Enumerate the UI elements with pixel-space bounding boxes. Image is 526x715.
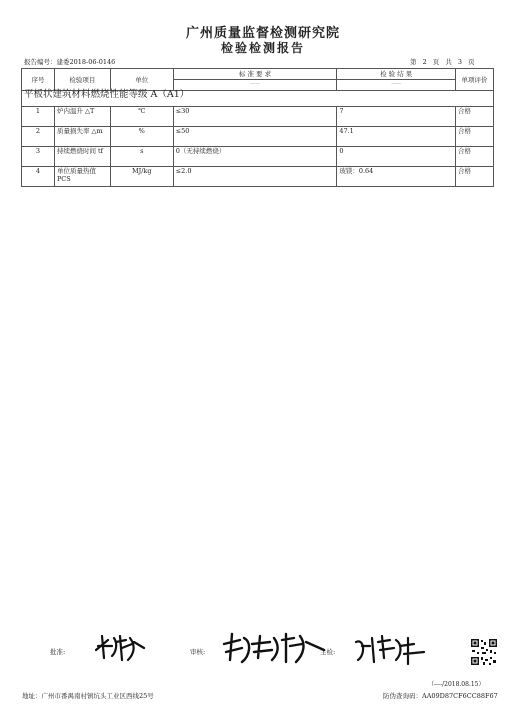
row-evaluation: 合格 [456,167,494,187]
table-row [22,147,494,167]
row-result: 47.1 [337,127,456,147]
footer-date: （----/2018.08.15） [428,681,485,688]
row-requirement: ≤30 [173,107,337,127]
result-submark: —— [337,80,456,91]
row-item: 持续燃烧时间 tf [54,147,110,167]
header-requirement: 标 准 要 求 [173,69,337,80]
row-unit: % [110,127,173,147]
row-requirement: ≤2.0 [173,167,337,187]
inspector-signature [352,632,428,666]
header-result: 检 验 结 果 [337,69,456,80]
header-evaluation: 单项评价 [456,69,494,91]
results-table [21,68,494,187]
page-indicator: 第 2 页 共 3 页 [410,58,475,66]
institute-name: 广州质量监督检测研究院 [185,26,340,41]
row-unit: ℃ [110,107,173,127]
qr-code-icon [470,638,498,666]
report-number: 报告编号：建委2018-06-0146 [24,58,116,66]
row-result: 玻镁：0.64 [337,167,456,187]
footer-address: 地址：广州市番禺南村镇坑头工业区西线25号 [22,692,154,700]
report-title: 检验检测报告 [220,41,305,55]
requirement-submark: —— [173,80,337,91]
row-result: 0 [337,147,456,167]
row-item: 质量损失率 △m [54,127,110,147]
row-requirement: ≤50 [173,127,337,147]
header-seq: 序号 [22,69,55,91]
header-unit: 单位 [110,69,173,91]
reviewer-signature [220,630,330,666]
review-label: 审核: [190,648,206,656]
row-item: 炉内温升 △T [54,107,110,127]
table-row [22,107,494,127]
row-evaluation: 合格 [456,107,494,127]
approver-signature [92,630,148,664]
row-seq: 2 [22,127,55,147]
row-requirement: 0（无持续燃烧） [173,147,337,167]
row-evaluation: 合格 [456,127,494,147]
main-inspector-label: 主检: [320,648,336,656]
row-unit: s [110,147,173,167]
row-seq: 3 [22,147,55,167]
row-item: 单位质量热值 PCS [54,167,110,187]
row-seq: 4 [22,167,55,187]
row-seq: 1 [22,107,55,127]
verification-code: 防伪查询码：AA09D87CF6CC88F67 [383,692,498,700]
row-unit: MJ/kg [110,167,173,187]
approve-label: 批准: [50,648,66,656]
row-evaluation: 合格 [456,147,494,167]
row-result: 7 [337,107,456,127]
table-row [22,167,494,187]
section-title: 平板状建筑材料燃烧性能等级 A（A1） [22,91,494,107]
table-row [22,127,494,147]
header-item: 检验项目 [54,69,110,91]
